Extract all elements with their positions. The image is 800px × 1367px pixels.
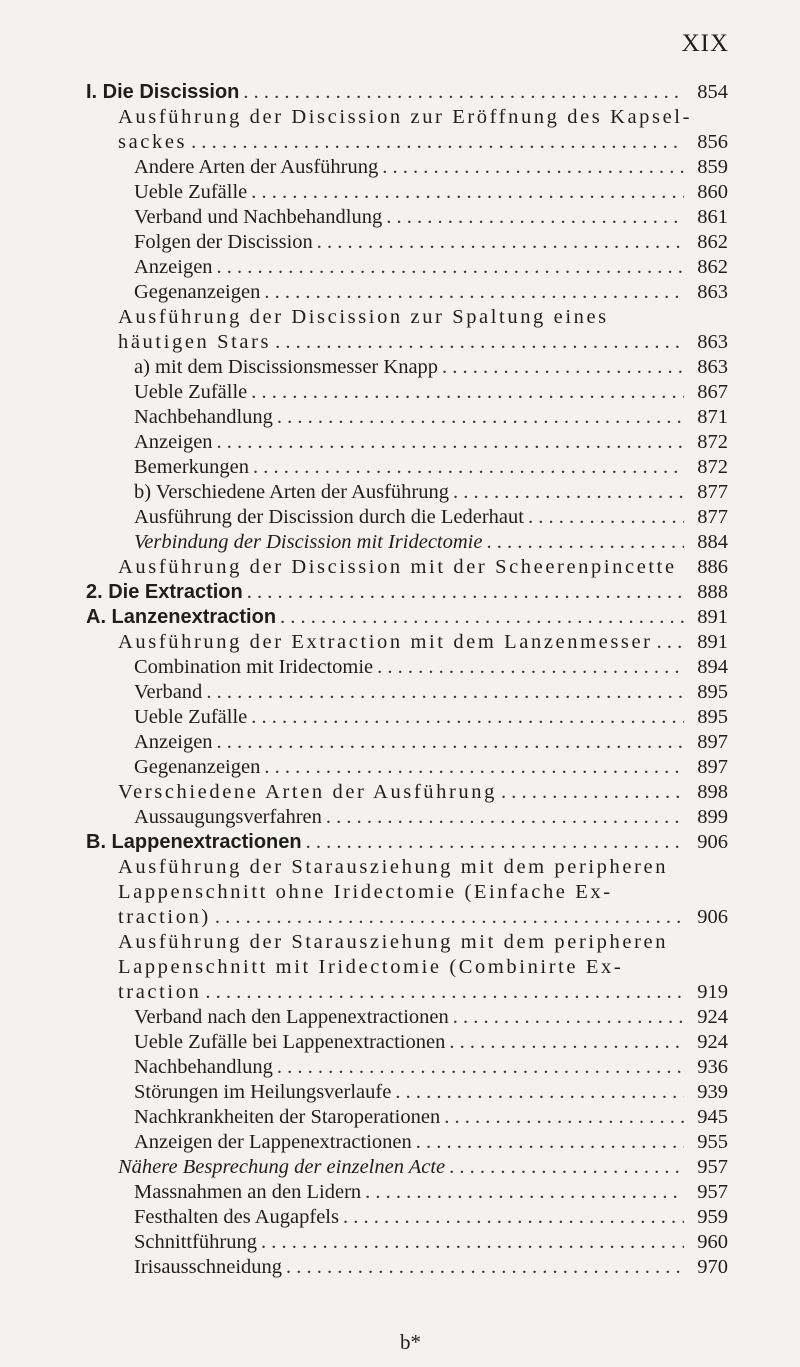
toc-entry-page: 957	[697, 1156, 728, 1178]
toc-entry-label: Verbindung der Discission mit Iridectomie	[134, 531, 483, 553]
toc-entry-label: Nachbehandlung	[134, 1056, 273, 1078]
toc-entry-page: 863	[697, 281, 728, 303]
toc-entry-label: a) mit dem Discissionsmesser Knapp	[134, 356, 439, 378]
toc-entry-line: Ausführung der Discission zur Spaltung eines	[118, 306, 609, 328]
toc-entry-row	[86, 80, 728, 105]
toc-entry-row	[134, 530, 728, 555]
dot-leader	[280, 605, 684, 630]
toc-entry-label: Ueble Zufälle	[134, 181, 248, 203]
toc-entry-row	[134, 180, 728, 205]
toc-entry-label: Irisausschneidung	[134, 1256, 283, 1278]
toc-entry-label: 2. Die Extraction	[86, 581, 243, 603]
toc-entry-row	[134, 1005, 728, 1030]
toc-entry-row	[134, 655, 728, 680]
toc-entry-label: Verschiedene Arten der Ausführung	[118, 781, 497, 803]
toc-entry	[86, 105, 728, 155]
dot-leader	[206, 680, 684, 705]
dot-leader	[251, 180, 684, 205]
toc-entry-label: Anzeigen	[134, 431, 213, 453]
toc-entry-row	[118, 630, 728, 655]
toc-entry-row	[134, 1180, 728, 1205]
toc-entry-page: 872	[697, 431, 728, 453]
toc-entry-row	[134, 1030, 728, 1055]
toc-entry-row	[134, 755, 728, 780]
toc-entry-label: Gegenanzeigen	[134, 756, 261, 778]
dot-leader	[453, 480, 684, 505]
toc-entry-page: 867	[697, 381, 728, 403]
toc-entry-row	[134, 730, 728, 755]
toc-entry-row	[134, 455, 728, 480]
dot-leader	[395, 1080, 684, 1105]
toc-entry-row	[134, 1230, 728, 1255]
toc-entry-label: Schnittführung	[134, 1231, 257, 1253]
toc-entry-page: 862	[697, 256, 728, 278]
toc-entry-label: Anzeigen	[134, 256, 213, 278]
toc-entry-row	[134, 705, 728, 730]
toc-entry	[86, 605, 728, 630]
toc-entry-page: 897	[697, 731, 728, 753]
signature-mark: b*	[400, 1330, 421, 1354]
dot-leader	[286, 1255, 684, 1280]
toc-entry	[86, 80, 728, 105]
toc-entry-page: 906	[697, 906, 728, 928]
toc-entry	[86, 530, 728, 555]
toc-entry-label: Störungen im Heilungsverlaufe	[134, 1081, 392, 1103]
toc-entry-label: häutigen Stars	[118, 331, 272, 353]
dot-leader	[449, 1155, 684, 1180]
toc-entry	[86, 1255, 728, 1280]
toc-entry	[86, 655, 728, 680]
toc-entry	[86, 855, 728, 930]
toc-entry-row	[134, 280, 728, 305]
dot-leader	[217, 430, 684, 455]
toc-entry	[86, 305, 728, 355]
toc-entry-row	[118, 330, 728, 355]
toc-entry	[86, 1230, 728, 1255]
toc-entry-label: Verband	[134, 681, 203, 703]
toc-entry-row	[134, 405, 728, 430]
toc-entry-row	[134, 1080, 728, 1105]
toc-entry-page: 895	[697, 706, 728, 728]
toc-entry-row	[86, 580, 728, 605]
toc-entry-row	[134, 155, 728, 180]
toc-entry	[86, 1155, 728, 1180]
toc-entry-label: Combination mit Iridectomie	[134, 656, 374, 678]
toc-entry	[86, 1055, 728, 1080]
toc-entry	[86, 1180, 728, 1205]
toc-entry-page: 960	[697, 1231, 728, 1253]
toc-entry	[86, 1030, 728, 1055]
dot-leader	[306, 830, 684, 855]
toc-entry-row	[118, 130, 728, 155]
toc-entry-row	[134, 355, 728, 380]
dot-leader	[343, 1205, 684, 1230]
toc-entry-page: 856	[697, 131, 728, 153]
dot-leader	[365, 1180, 684, 1205]
toc-entry	[86, 480, 728, 505]
toc-entry-label: Massnahmen an den Lidern	[134, 1181, 362, 1203]
toc-entry-page: 872	[697, 456, 728, 478]
toc-entry-label: Ausführung der Extraction mit dem Lanzenmesser	[118, 631, 653, 653]
toc-entry-label: Folgen der Discission	[134, 231, 313, 253]
toc-entry-page: 861	[697, 206, 728, 228]
toc-entry	[86, 1205, 728, 1230]
toc-entry	[86, 555, 728, 580]
toc-entry	[86, 580, 728, 605]
toc-entry-label: Festhalten des Augapfels	[134, 1206, 339, 1228]
dot-leader	[277, 405, 684, 430]
toc-entry-page: 886	[697, 556, 728, 578]
toc-entry	[86, 755, 728, 780]
toc-entry-page: 936	[697, 1056, 728, 1078]
toc-entry-row	[134, 505, 728, 530]
toc-entry-page: 959	[697, 1206, 728, 1228]
toc-entry	[86, 630, 728, 655]
dot-leader	[326, 805, 684, 830]
dot-leader	[444, 1105, 684, 1130]
toc-entry-row	[118, 555, 728, 580]
toc-entry-row	[118, 1155, 728, 1180]
toc-entry-label: Anzeigen der Lappenextractionen	[134, 1131, 412, 1153]
toc-entry-page: 860	[697, 181, 728, 203]
toc-entry-page: 924	[697, 1006, 728, 1028]
toc-entry-label: Ueble Zufälle bei Lappenextractionen	[134, 1031, 446, 1053]
toc-entry-page: 898	[697, 781, 728, 803]
toc-entry-label: Ueble Zufälle	[134, 381, 248, 403]
dot-leader	[442, 355, 684, 380]
toc-entry-label: Ausführung der Discission mit der Scheerenpincette	[118, 556, 677, 578]
toc-entry-page: 897	[697, 756, 728, 778]
toc-entry	[86, 180, 728, 205]
toc-entry	[86, 455, 728, 480]
toc-entry	[86, 280, 728, 305]
toc-entry	[86, 155, 728, 180]
toc-entry-page: 888	[697, 581, 728, 603]
toc-entry-label: I. Die Discission	[86, 81, 240, 103]
toc-entry-label: Gegenanzeigen	[134, 281, 261, 303]
toc-entry-label: Nähere Besprechung der einzelnen Acte	[118, 1156, 446, 1178]
toc-entry-label: Verband und Nachbehandlung	[134, 206, 383, 228]
dot-leader	[277, 1055, 684, 1080]
toc-entry-row	[134, 205, 728, 230]
toc-entry-page: 871	[697, 406, 728, 428]
dot-leader	[215, 905, 684, 930]
dot-leader	[657, 630, 684, 655]
toc-entry-page: 862	[697, 231, 728, 253]
toc-entry-page: 894	[697, 656, 728, 678]
toc-entry-line: Lappenschnitt ohne Iridectomie (Einfache Ex-	[118, 881, 613, 903]
toc-entry-label: sackes	[118, 131, 188, 153]
toc-entry-row	[134, 1130, 728, 1155]
dot-leader	[416, 1130, 684, 1155]
toc-entry-row	[134, 1205, 728, 1230]
toc-entry-label: Andere Arten der Ausführung	[134, 156, 379, 178]
toc-entry	[86, 930, 728, 1005]
toc-entry-row	[86, 830, 728, 855]
toc-entry	[86, 680, 728, 705]
dot-leader	[205, 980, 684, 1005]
toc-entry-row	[134, 480, 728, 505]
toc-entry-row	[118, 980, 728, 1005]
dot-leader	[261, 1230, 684, 1255]
toc-entry	[86, 705, 728, 730]
dot-leader	[453, 1005, 684, 1030]
toc-entry-page: 945	[697, 1106, 728, 1128]
toc-entry-label: Ausführung der Discission durch die Lederhaut	[134, 506, 524, 528]
dot-leader	[253, 455, 684, 480]
toc-entry-page: 919	[697, 981, 728, 1003]
toc-entry	[86, 1005, 728, 1030]
dot-leader	[243, 80, 684, 105]
toc-entry-label: Anzeigen	[134, 731, 213, 753]
toc-entry-row	[134, 230, 728, 255]
toc-entry	[86, 230, 728, 255]
dot-leader	[317, 230, 684, 255]
toc-entry-label: A. Lanzenextraction	[86, 606, 277, 628]
toc-entry	[86, 780, 728, 805]
toc-entry	[86, 730, 728, 755]
toc-entry	[86, 1105, 728, 1130]
dot-leader	[528, 505, 684, 530]
dot-leader	[449, 1030, 684, 1055]
toc-entry-label: Verband nach den Lappenextractionen	[134, 1006, 449, 1028]
toc-entry-line: Ausführung der Discission zur Eröffnung des Kapsel-	[118, 106, 693, 128]
toc-entry-page: 939	[697, 1081, 728, 1103]
toc-entry	[86, 355, 728, 380]
toc-entry-page: 906	[697, 831, 728, 853]
page-number: XIX	[681, 30, 729, 57]
toc-entry-row	[134, 1255, 728, 1280]
toc-entry-line: Ausführung der Starausziehung mit dem peripheren	[118, 931, 669, 953]
toc-entry	[86, 1130, 728, 1155]
toc-entry-page: 970	[697, 1256, 728, 1278]
toc-entry-page: 859	[697, 156, 728, 178]
toc-entry-page: 924	[697, 1031, 728, 1053]
toc-entry-label: traction	[118, 981, 202, 1003]
dot-leader	[382, 155, 684, 180]
toc-entry	[86, 1080, 728, 1105]
toc-entry-row	[86, 605, 728, 630]
toc-entry-row	[134, 1055, 728, 1080]
toc-entry	[86, 430, 728, 455]
toc-entry	[86, 805, 728, 830]
toc-entry-page: 955	[697, 1131, 728, 1153]
toc-entry-page: 877	[697, 506, 728, 528]
toc-entry-row	[134, 1105, 728, 1130]
toc-entry-row	[134, 680, 728, 705]
toc-entry-row	[118, 780, 728, 805]
dot-leader	[264, 280, 684, 305]
dot-leader	[251, 705, 684, 730]
toc-entry-page: 891	[697, 631, 728, 653]
toc-entry-label: Aussaugungsverfahren	[134, 806, 322, 828]
toc-entry-label: Nachkrankheiten der Staroperationen	[134, 1106, 441, 1128]
toc-entry-label: Bemerkungen	[134, 456, 249, 478]
dot-leader	[386, 205, 684, 230]
toc-entry-page: 863	[697, 356, 728, 378]
dot-leader	[264, 755, 684, 780]
dot-leader	[486, 530, 684, 555]
toc-entry-label: Ueble Zufälle	[134, 706, 248, 728]
dot-leader	[275, 330, 684, 355]
toc-entry-page: 863	[697, 331, 728, 353]
table-of-contents	[86, 80, 728, 1280]
dot-leader	[247, 580, 684, 605]
dot-leader	[217, 730, 684, 755]
toc-entry	[86, 505, 728, 530]
toc-entry-page: 895	[697, 681, 728, 703]
toc-entry-line: Ausführung der Starausziehung mit dem peripheren	[118, 856, 669, 878]
toc-entry-row	[134, 430, 728, 455]
toc-entry-page: 899	[697, 806, 728, 828]
toc-entry-page: 957	[697, 1181, 728, 1203]
toc-entry	[86, 830, 728, 855]
toc-entry-page: 891	[697, 606, 728, 628]
toc-entry	[86, 380, 728, 405]
dot-leader	[217, 255, 684, 280]
toc-entry	[86, 405, 728, 430]
dot-leader	[377, 655, 684, 680]
toc-entry-page: 877	[697, 481, 728, 503]
toc-entry-label: traction)	[118, 906, 211, 928]
toc-entry-row	[134, 805, 728, 830]
toc-entry-row	[134, 380, 728, 405]
toc-entry-row	[134, 255, 728, 280]
toc-entry-row	[118, 905, 728, 930]
toc-entry	[86, 205, 728, 230]
dot-leader	[501, 780, 684, 805]
toc-entry-label: Nachbehandlung	[134, 406, 273, 428]
toc-entry-page: 854	[697, 81, 728, 103]
toc-entry-line: Lappenschnitt mit Iridectomie (Combinirte Ex-	[118, 956, 624, 978]
dot-leader	[191, 130, 684, 155]
toc-entry	[86, 255, 728, 280]
toc-entry-label: B. Lappenextractionen	[86, 831, 302, 853]
toc-entry-label: b) Verschiedene Arten der Ausführung	[134, 481, 450, 503]
dot-leader	[251, 380, 684, 405]
toc-entry-page: 884	[697, 531, 728, 553]
